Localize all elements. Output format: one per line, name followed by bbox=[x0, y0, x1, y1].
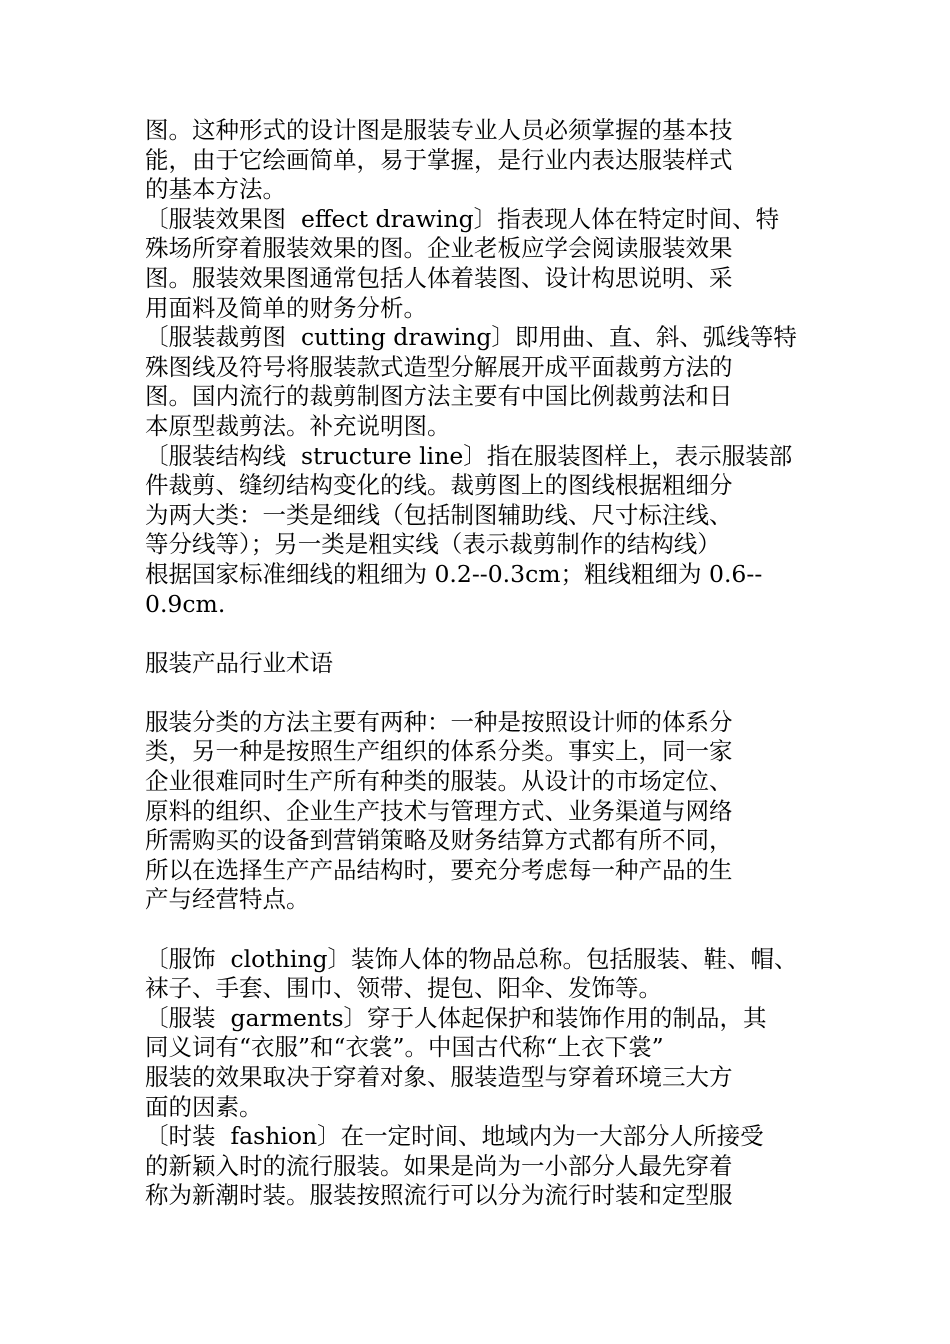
blank-line bbox=[145, 619, 835, 649]
text-line: 产与经营特点。 bbox=[145, 885, 310, 914]
text-line: 能，由于它绘画简单，易于掌握，是行业内表达服装样式 bbox=[145, 145, 733, 174]
text-line: 用面料及简单的财务分析。 bbox=[145, 293, 427, 322]
term-cutting-drawing: 〔服装裁剪图 cutting drawing〕即用曲、直、斜、弧线等特 bbox=[145, 323, 797, 352]
term-fashion: 〔时装 fashion〕在一定时间、地域内为一大部分人所接受 bbox=[145, 1122, 764, 1151]
text-line: 本原型裁剪法。补充说明图。 bbox=[145, 411, 451, 440]
text-line: 称为新潮时装。服装按照流行可以分为流行时装和定型服 bbox=[145, 1181, 733, 1210]
text-line: 服装的效果取决于穿着对象、服装造型与穿着环境三大方 bbox=[145, 1063, 733, 1091]
text-line: 类，另一种是按照生产组织的体系分类。事实上，同一家 bbox=[145, 737, 733, 766]
blank-line bbox=[145, 915, 835, 945]
text-line: 所以在选择生产产品结构时，要充分考虑每一种产品的生 bbox=[145, 855, 733, 884]
blank-line bbox=[145, 678, 835, 708]
text-line: 殊图线及符号将服装款式造型分解展开成平面裁剪方法的 bbox=[145, 352, 733, 381]
term-clothing: 〔服饰 clothing〕装饰人体的物品总称。包括服装、鞋、帽、 bbox=[145, 944, 798, 973]
section-heading: 服装产品行业术语 bbox=[145, 648, 333, 677]
text-line: 原料的组织、企业生产技术与管理方式、业务渠道与网络 bbox=[145, 796, 733, 825]
text-line: 的新颖入时的流行服装。如果是尚为一小部分人最先穿着 bbox=[145, 1151, 733, 1180]
text-line: 企业很难同时生产所有种类的服装。从设计的市场定位、 bbox=[145, 767, 733, 796]
term-effect-drawing: 〔服装效果图 effect drawing〕指表现人体在特定时间、特 bbox=[145, 204, 780, 233]
text-line: 图。服装效果图通常包括人体着装图、设计构思说明、采 bbox=[145, 263, 733, 292]
text-line: 0.9cm. bbox=[145, 589, 226, 618]
text-line: 根据国家标准细线的粗细为 0.2--0.3cm；粗线粗细为 0.6-- bbox=[145, 559, 763, 588]
term-structure-line: 〔服装结构线 structure line〕指在服装图样上，表示服装部 bbox=[145, 441, 793, 470]
text-line: 为两大类：一类是细线（包括制图辅助线、尺寸标注线、 bbox=[145, 500, 733, 529]
text-line: 所需购买的设备到营销策略及财务结算方式都有所不同， bbox=[145, 826, 733, 855]
text-line: 件裁剪、缝纫结构变化的线。裁剪图上的图线根据粗细分 bbox=[145, 471, 733, 500]
text-line: 等分线等）；另一类是粗实线（表示裁剪制作的结构线） bbox=[145, 530, 721, 559]
text-line: 的基本方法。 bbox=[145, 175, 286, 204]
text-line: 服装分类的方法主要有两种：一种是按照设计师的体系分 bbox=[145, 707, 733, 736]
text-line: 殊场所穿着服装效果的图。企业老板应学会阅读服装效果 bbox=[145, 234, 733, 263]
term-garments: 〔服装 garments〕穿于人体起保护和装饰作用的制品，其 bbox=[145, 1003, 767, 1032]
text-line: 同义词有“衣服”和“衣裳”。中国古代称“上衣下裳” bbox=[145, 1033, 664, 1062]
text-line: 面的因素。 bbox=[145, 1092, 263, 1121]
text-line: 图。国内流行的裁剪制图方法主要有中国比例裁剪法和日 bbox=[145, 382, 733, 411]
document-body bbox=[145, 116, 835, 1211]
text-line: 袜子、手套、围巾、领带、提包、阳伞、发饰等。 bbox=[145, 974, 662, 1003]
text-line: 图。这种形式的设计图是服装专业人员必须掌握的基本技 bbox=[145, 116, 733, 144]
